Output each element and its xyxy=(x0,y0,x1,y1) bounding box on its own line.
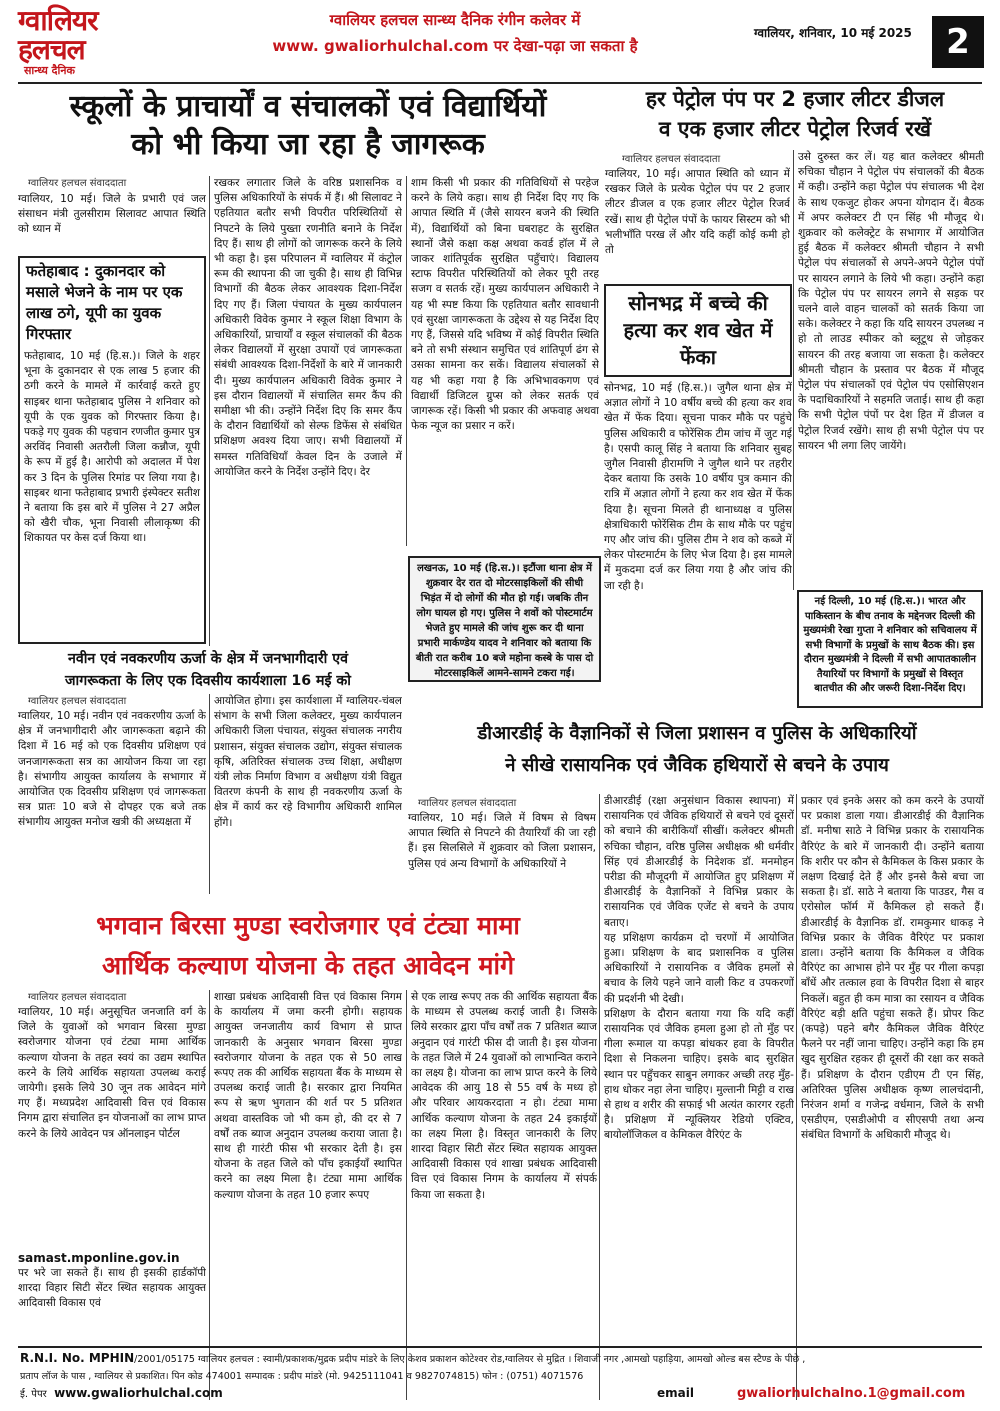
headline-birsa-line1: भगवान बिरसा मुण्डा स्वरोजगार एवं टंट्या मामा xyxy=(96,911,520,940)
box-delhi xyxy=(797,590,983,708)
schools-col2: रखकर लगातार जिले के वरिष्ठ प्रशासनिक व पुलिस अधिकारियों के संपर्क में हैं। श्री सिलावट ने एहतियात बतौर सभी विपरीत परिस्थितियों से निपटने के लिये पुख्ता रणनीति बनाने के निर्देश दिए हैं। साथ ही लोगों को जागरूक करने के लिये भी कहा है। इस परिपालन में ग्वालियर में कंट्रोल रूम की स्थापना की जा चुकी है। साथ ही विभिन्न विभागों की बैठक लेकर आवश्यक दिशा-निर्देश दिए गए हैं। जिला पंचायत के मुख्य कार्यपालन अधिकारी विवेक कुमार ने स्कूल शिक्षा विभाग के अधिकारियों, प्राचार्यों व स्कूल संचालकों की बैठक लेकर विद्यालयों में सुरक्षा उपायों एवं जागरूकता संबंधी आवश्यक दिशा-निर्देशों के बारे में जानकारी दी। मुख्य कार्यपालन अधिकारी विवेक कुमार ने इस दौरान विद्यालयों में संचालित समर कैंप की समीक्षा भी की। उन्होंने निर्देश दिए कि समर कैंप के दौरान विद्यार्थियों को सेल्फ डिफेंस से संबंधित प्रशिक्षण अवश्य दिया जाए। सभी विद्यालयों में समस्त गतिविधियाँ केवल दिन के उजाले में आयोजित करने के निर्देश उन्होंने दिए। देर xyxy=(214,177,402,478)
headline-schools-line1: स्कूलों के प्राचार्यों व संचालकों एवं विद्यार्थियों xyxy=(69,89,547,124)
headline-energy-line2: जागरूकता के लिए एक दिवसीय कार्यशाला 16 मई को xyxy=(65,673,351,689)
logo-line1: ग्वालियर xyxy=(18,4,98,37)
headline-drdo-line2: ने सीखे रासायनिक एवं जैविक हथियारों से बचने के उपाय xyxy=(505,755,889,776)
box-lucknow xyxy=(408,556,601,682)
logo-line3: सान्ध्य दैनिक xyxy=(24,64,75,77)
footer-rule xyxy=(18,1346,982,1348)
headline-schools-line2: को भी किया जा रहा है जागरूक xyxy=(131,127,485,162)
column-rule xyxy=(599,794,600,1400)
page-number: 2 xyxy=(932,16,984,68)
birsa-col1-text: ग्वालियर, 10 मई। अनुसूचित जनजाति वर्ग के जिले के युवाओं को भगवान बिरसा मुण्डा स्वरोजगार योजना एवं टंट्या मामा आर्थिक कल्याण योजना के तहत स्वयं का उद्यम स्थापित करने के लिये आर्थिक सहायता उपलब्ध कराई जायेगी। इसके लिये 30 जून तक आवेदन मांगे गए हैं। मध्यप्रदेश आदिवासी वित्त एवं विकास निगम द्वारा संचालित इन योजनाओं का लाभ प्राप्त करने के लिये आवेदन पत्र ऑनलाइन पोर्टल xyxy=(18,1006,206,1140)
fatehabad-body: फतेहाबाद, 10 मई (हि.स.)। जिले के शहर भूना के दुकानदार से एक लाख 5 हजार की ठगी करने के मामले में कार्रवाई करते हुए साइबर थाना फतेहाबाद पुलिस ने शनिवार को यूपी के एक युवक को गिरफ्तार किया है। पकड़े गए युवक की पहचान रणजीत कुमार पुत्र अरविंद निवासी अतरौली जिला कन्नौज, यूपी के रूप में हुई है। आरोपी को अदालत में पेश कर 3 दिन के पुलिस रिमांड पर लिया गया है। साइबर थाना फतेहाबाद प्रभारी इंस्पेक्टर सतीश ने बताया कि इस बारे में पुलिस ने 27 अप्रैल को खैरी चौक, भूना निवासी लीलाकृष्ण की शिकायत पर केस दर्ज किया था। xyxy=(24,350,200,545)
headline-petrol xyxy=(605,84,985,144)
footer-epaper-link[interactable]: www.gwaliorhulchal.com xyxy=(54,1386,223,1400)
footer-email-link[interactable]: gwaliorhulchalno.1@gmail.com xyxy=(737,1386,966,1401)
footer-line3 xyxy=(20,1385,980,1403)
birsa-col1-text-end: पर भरे जा सकते हैं। साथ ही इसकी हार्डकॉपी शारदा विहार सिटी सेंटर स्थित सहायक आयुक्त आदिवासी विकास एवं xyxy=(18,1267,206,1310)
column-rule xyxy=(209,694,210,894)
footer-epaper-label: ई. पेपर xyxy=(20,1389,47,1400)
footer-rni: R.N.I. No. MPHIN xyxy=(20,1351,135,1365)
birsa-col2: शाखा प्रबंधक आदिवासी वित्त एवं विकास निगम के कार्यालय में जमा करनी होगी। सहायक आयुक्त जनजातीय कार्य विभाग से प्राप्त जानकारी के अनुसार भगवान बिरसा मुण्डा स्वरोजगार योजना के तहत एक से 50 लाख रूपए तक की आर्थिक सहायता बैंक के माध्यम से उपलब्ध कराई जाती है। सरकार द्वारा नियमित रूप से ऋण भुगतान की शर्त पर 5 प्रतिशत अथवा वास्तविक जो भी कम हो, की दर से 7 वर्षों तक ब्याज अनुदान उपलब्ध कराया जाता है। साथ ही गारंटी फीस भी सरकार देती है। इस योजना के तहत जिले को पाँच इकाईयाँ स्थापित करने का लक्ष्य मिला है। टंट्या मामा आर्थिक कल्याण योजना के तहत 10 हजार रूपए xyxy=(214,991,402,1201)
lucknow-body: लखनऊ, 10 मई (हि.स.)। इटौंजा थाना क्षेत्र में शुक्रवार देर रात दो मोटरसाइकिलों की सीधी भिड़ंत में दो लोगों की मौत हो गई। जबकि तीन लोग घायल हो गए। पुलिस ने शवों को पोस्टमार्टम भेजते हुए मामले की जांच शुरू कर दी थाना प्रभारी मार्कण्डेय यादव ने शनिवार को बताया कि बीती रात करीब 10 बजे महोना कस्बे के पास दो मोटरसाइकिलें आमने-सामने टकरा गई। xyxy=(415,563,594,679)
masthead-logo xyxy=(18,6,158,82)
headline-birsa xyxy=(18,906,598,986)
masthead-tagline: ग्वालियर हलचल सान्ध्य दैनिक रंगीन कलेवर में xyxy=(329,11,581,29)
sonbhadra-headline: सोनभद्र में बच्चे की हत्या कर शव खेत में फेंका xyxy=(604,284,792,377)
birsa-portal-url: samast.mponline.gov.in xyxy=(18,1251,180,1265)
column-rule xyxy=(406,990,407,1400)
sonbhadra-body: सोनभद्र, 10 मई (हि.स.)। जुगैल थाना क्षेत्र में अज्ञात लोगों ने 10 वर्षीय बच्चे की हत्या कर शव खेत में फेंक दिया। सूचना पाकर मौके पर पहुंचे पुलिस अधिकारी व फोरेंसिक टीम जांच में जुट गई है। एसपी कालू सिंह ने बताया कि शनिवार सुबह जुगैल निवासी हीरामणि ने जुगैल थाने पर तहरीर देकर बताया कि उसके 10 वर्षीय पुत्र कमान की रात्रि में अज्ञात लोगों ने हत्या कर शव खेत में फेंक दिया है। सूचना मिलते ही थानाध्यक्ष व पुलिस क्षेत्राधिकारी फोरेंसिक टीम के साथ मौके पर पहुंच गए और जांच की। पुलिस टीम ने शव को कब्जे में लेकर पोस्टमार्टम के लिए भेज दिया है। इस मामले में मुकदमा दर्ज कर लिया गया है और जांच की जा रही है। xyxy=(604,382,792,592)
drdo-col1: ग्वालियर, 10 मई। जिले में विषम से विषम आपात स्थिति से निपटने की तैयारियाँ की जा रही हैं। इस सिलसिले में शुक्रवार को जिला प्रशासन, पुलिस एवं अन्य विभागों के अधिकारियों ने xyxy=(408,812,596,870)
birsa-col1 xyxy=(18,1005,206,1400)
birsa-col3: से एक लाख रूपए तक की आर्थिक सहायता बैंक के माध्यम से उपलब्ध कराई जाती है। जिसके लिये सरकार द्वारा पाँच वर्षों तक 7 प्रतिशत ब्याज अनुदान एवं गारंटी फीस दी जाती है। इस योजना के तहत जिले में 24 युवाओं को लाभान्वित कराने का लक्ष्य है। योजना का लाभ प्राप्त करने के लिये आवेदक की आयु 18 से 55 वर्ष के मध्य हो और परिवार आयकरदाता न हो। टंट्या मामा आर्थिक कल्याण योजना के तहत 24 इकाईयों का लक्ष्य मिला है। विस्तृत जानकारी के लिए शारदा विहार सिटी सेंटर स्थित सहायक आयुक्त आदिवासी विकास एवं शाखा प्रबंधक आदिवासी वित्त एवं विकास निगम के कार्यालय में संपर्क किया जा सकता है। xyxy=(411,991,597,1201)
footer-imprint: /2001/05175 ग्वालियर हलचल : स्वामी/प्रकाशक/मुद्रक प्रदीप मांडरे के लिए केशव प्रकाशन कोटेश्वर रोड,ग्वालियर से मुद्रित । शिवाजी नगर ,आमखो पहाड़िया, आमखो ओल्ड बस स्टैण्ड के पीछे , xyxy=(134,1354,806,1365)
column-rule xyxy=(796,794,797,1400)
headline-petrol-line1: हर पेट्रोल पंप पर 2 हजार लीटर डीजल xyxy=(645,87,945,111)
headline-schools xyxy=(18,88,598,164)
box-sonbhadra xyxy=(604,284,792,704)
petrol-col2: उसे दुरुस्त कर लें। यह बात कलेक्टर श्रीमती रुचिका चौहान ने पेट्रोल पंप संचालकों की बैठक में कही। उन्होंने कहा पेट्रोल पंप संचालक भी देश के साथ एकजुट होकर अपना योगदान दें। बैठक में अपर कलेक्टर टी एन सिंह भी मौजूद थे। शुक्रवार को कलेक्ट्रेट के सभागार में आयोजित हुई बैठक में कलेक्टर श्रीमती चौहान ने सभी पेट्रोल पंप संचालकों से अपने-अपने पेट्रोल पंपों पर सायरन लगाने के लिये भी कहा। उन्होंने कहा कि पेट्रोल पंप पर सायरन लगने से सड़क पर चलने वाले वाहन चालकों को सतर्क किया जा सके। कलेक्टर ने कहा कि यदि सायरन उपलब्ध न हो तो लाउड स्पीकर को ब्लूटूथ से जोड़कर सायरन की तरह बजाया जा सकता है। कलेक्टर श्रीमती चौहान के प्रस्ताव पर बैठक में मौजूद पेट्रोल पंप संचालकों एवं पेट्रोल पंप एसोसिएशन के पदाधिकारियों ने सहमति जताई। साथ ही कहा कि सभी पेट्रोल पंपों पर देश हित में डीजल व पेट्रोल रिजर्व रखेंगे। साथ ही सभी पेट्रोल पंप पर सायरन भी लगा लिए जायेंगे। xyxy=(798,151,984,452)
byline-petrol: ग्वालियर हलचल संवाददाता xyxy=(622,154,721,165)
fatehabad-headline: फतेहाबाद : दुकानदार को मसाले भेजने के नाम पर एक लाख ठगे, यूपी का युवक गिरफ्तार xyxy=(26,262,183,343)
headline-birsa-line2: आर्थिक कल्याण योजना के तहत आवेदन मांगे xyxy=(101,951,515,980)
byline-birsa: ग्वालियर हलचल संवाददाता xyxy=(28,992,127,1003)
footer-line2: प्रताप लॉज के पास , ग्वालियर से प्रकाशित। पिन कोड 474001 सम्पादक : प्रदीप मांडरे (मो. 9425111041 व 9827074815) फोन : (0751) 4071576 xyxy=(20,1371,584,1382)
column-rule xyxy=(406,176,407,546)
headline-petrol-line2: व एक हजार लीटर पेट्रोल रिजर्व रखें xyxy=(658,117,932,141)
schools-col1: ग्वालियर, 10 मई। जिले के प्रभारी एवं जल संसाधन मंत्री तुलसीराम सिलावट आपात स्थिति को ध्यान में xyxy=(18,193,206,236)
delhi-body: नई दिल्ली, 10 मई (हि.स.)। भारत और पाकिस्तान के बीच तनाव के मद्देनजर दिल्ली की मुख्यमंत्री रेखा गुप्ता ने शनिवार को सचिवालय में सभी विभागों के प्रमुखों के साथ बैठक की। इस दौरान मुख्यमंत्री ने दिल्ली में सभी आपातकालीन तैयारियों पर विभागों के प्रमुखों से विस्तृत बातचीत की और जरूरी दिशा-निर्देश दिए। xyxy=(803,596,977,694)
column-rule xyxy=(793,150,794,590)
box-fatehabad xyxy=(18,256,206,644)
drdo-col3: प्रकार एवं इनके असर को कम करने के उपायों पर प्रकाश डाला गया। डीआरडीई की वैज्ञानिक डॉ. मनीषा साठे ने विभिन्न प्रकार के रासायनिक वैरिएंट के बारे में जानकारी दी। उन्होंने बताया कि शरीर पर कौन से कैमिकल के किस प्रकार के लक्षण दिखाई देते हैं और इनसे कैसे बचा जा सकता है। डॉ. साठे ने बताया कि पाउडर, गैस व एरोसोल फॉर्म में कैमिकल हो सकते हैं। डीआरडीई के वैज्ञानिक डॉ. रामकुमार धाकड़ ने विभिन्न प्रकार के जैविक वैरिएंट पर प्रकाश डाला। उन्होंने बताया कि कैमिकल व जैविक वैरिएंट का आभास होने पर मुँह पर गीला कपड़ा बाँधें और तत्काल हवा के विपरीत दिशा से बाहर निकलें। बहुत ही कम मात्रा का रसायन व जैविक वैरिएंट बड़ी क्षति पहुंचा सकते हैं। प्रोपर किट (कपड़े) पहने बगैर कैमिकल जैविक वैरिएंट फैलने पर नहीं जाना चाहिए। उन्होंने कहा कि हम खुद सुरक्षित रहकर ही दूसरों की रक्षा कर सकते हैं। प्रशिक्षण के दौरान एडीएम टी एन सिंह, अतिरिक्त पुलिस अधीक्षक कृष्ण लालचंदानी, निरंजन शर्मा व गजेन्द्र वर्धमान, जिले के सभी एसडीएम, एसडीओपी व सीएसपी तथा अन्य संबंधित विभागों के अधिकारी मौजूद थे। xyxy=(801,795,984,1142)
masthead-website: www. gwaliorhulchal.com पर देखा-पढ़ा जा सकता है xyxy=(272,37,638,55)
dateline: ग्वालियर, शनिवार, 10 मई 2025 xyxy=(754,26,912,40)
drdo-col2: डीआरडीई (रक्षा अनुसंधान विकास स्थापना) में रासायनिक एवं जैविक हथियारों से बचने एवं दूसरों को बचाने की बारीकियाँ सीखीं। कलेक्टर श्रीमती रुचिका चौहान, वरिष्ठ पुलिस अधीक्षक श्री धर्मवीर सिंह एवं डीआरडीई के निदेशक डॉ. मनमोहन परीडा की मौजूदगी में आयोजित हुए प्रशिक्षण में डीआरडीई के वैज्ञानिकों ने विभिन्न प्रकार के रासायनिक एवं जैविक एजेंट से बचने के उपाय बताए। यह प्रशिक्षण कार्यक्रम दो चरणों में आयोजित हुआ। प्रशिक्षण के बाद प्रशासनिक व पुलिस अधिकारियों ने रासायनिक व जैविक हमलों से बचाव के लिये पहने जाने वाली किट व उपकरणों की प्रदर्शनी भी देखी। प्रशिक्षण के दौरान बताया गया कि यदि कहीं रासायनिक एवं जैविक हमला हुआ हो तो मुँह पर गीला रूमाल या कपड़ा बांधकर हवा के विपरीत दिशा से निकलना चाहिए। इसके बाद सुरक्षित स्थान पर पहुँचकर साबुन लगाकर अच्छी तरह मुँह-हाथ धोकर नहा लेना चाहिए। मुल्तानी मिट्टी व राख से हाथ व शरीर की सफाई भी अत्यंत कारगर रहती है। प्रशिक्षण में न्यूक्लियर रेडियो एक्टिव, बायोलॉजिकल व केमिकल वैरिएंट के xyxy=(604,795,794,1142)
headline-energy-line1: नवीन एवं नवकरणीय ऊर्जा के क्षेत्र में जनभागीदारी एवं xyxy=(67,651,349,667)
headline-drdo xyxy=(408,718,986,782)
footer xyxy=(20,1350,980,1406)
byline-energy: ग्वालियर हलचल संवाददाता xyxy=(28,696,127,707)
byline-drdo: ग्वालियर हलचल संवाददाता xyxy=(418,798,517,809)
energy-col2: आयोजित होगा। इस कार्यशाला में ग्वालियर-चंबल संभाग के सभी जिला कलेक्टर, मुख्य कार्यपालन अधिकारी जिला पंचायत, संयुक्त संचालक नगरीय प्रशासन, संयुक्त संचालक उद्योग, संयुक्त संचालक कृषि, अतिरिक्त संचालक उच्च शिक्षा, अधीक्षण यंत्री लोक निर्माण विभाग व अधीक्षण यंत्री विद्युत वितरण कंपनी के साथ ही नवकरणीय ऊर्जा के क्षेत्र में कार्य कर रहे विभागीय अधिकारी शामिल होंगे। xyxy=(214,695,402,829)
headline-drdo-line1: डीआरडीई के वैज्ञानिकों से जिला प्रशासन व पुलिस के अधिकारियों xyxy=(477,723,917,744)
column-rule xyxy=(209,990,210,1400)
column-rule xyxy=(209,176,210,646)
footer-line1 xyxy=(20,1350,980,1368)
energy-col1: ग्वालियर, 10 मई। नवीन एवं नवकरणीय ऊर्जा के क्षेत्र में जनभागीदारी और जागरूकता बढ़ाने की दिशा में 16 मई को एक दिवसीय प्रशिक्षण एवं जनजागरूकता सत्र का आयोजन किया जा रहा है। संभागीय आयुक्त कार्यालय के सभागार में आयोजित एक दिवसीय प्रशिक्षण एवं जागरूकता सत्र प्रातः 10 बजे से दोपहर एक बजे तक संभागीय आयुक्त मनोज खत्री की अध्यक्षता में xyxy=(18,710,206,829)
schools-col3: शाम किसी भी प्रकार की गतिविधियों से परहेज करने के लिये कहा। साथ ही निर्देश दिए गए कि आपात स्थिति में (जैसे सायरन बजने की स्थिति में), विद्यार्थियों को बिना घबराहट के सुरक्षित स्थानों जैसे कक्षा कक्ष अथवा कवर्ड हॉल में ले जाकर शांतिपूर्वक सुरक्षित पहुँचाएं। विद्यालय स्टाफ विपरीत परिस्थितियों को लेकर पूरी तरह सजग व सतर्क रहें। मुख्य कार्यपालन अधिकारी ने यह भी स्पष्ट किया कि एहतियात बतौर सावधानी एवं सुरक्षा जागरूकता के उद्देश्य से यह निर्देश दिए गए हैं, जिससे यदि भविष्य में कोई विपरीत स्थिति बने तो सभी संस्थान समुचित एवं शांतिपूर्ण ढंग से उसका सामना कर सकें। विद्यालय संचालकों से यह भी कहा गया है कि अभिभावकगण एवं विद्यार्थी डिजिटल ग्रुप्स को लेकर सतर्क एवं जागरूक रहें। किसी भी प्रकार की अफवाह अथवा फेक न्यूज का प्रसार न करें। xyxy=(411,177,599,433)
logo-line2: हलचल xyxy=(18,33,85,66)
petrol-col1: ग्वालियर, 10 मई। आपात स्थिति को ध्यान में रखकर जिले के प्रत्येक पेट्रोल पंप पर 2 हजार लीटर डीजल व एक हजार लीटर पेट्रोल रिजर्व रखें। साथ ही पेट्रोल पंपों के फायर सिस्टम को भी भलीभाँति परख लें और यदि कहीं कोई कमी हो तो xyxy=(605,168,790,257)
headline-energy xyxy=(18,648,398,692)
footer-email-label: email xyxy=(657,1386,694,1400)
byline-schools: ग्वालियर हलचल संवाददाता xyxy=(28,178,127,189)
